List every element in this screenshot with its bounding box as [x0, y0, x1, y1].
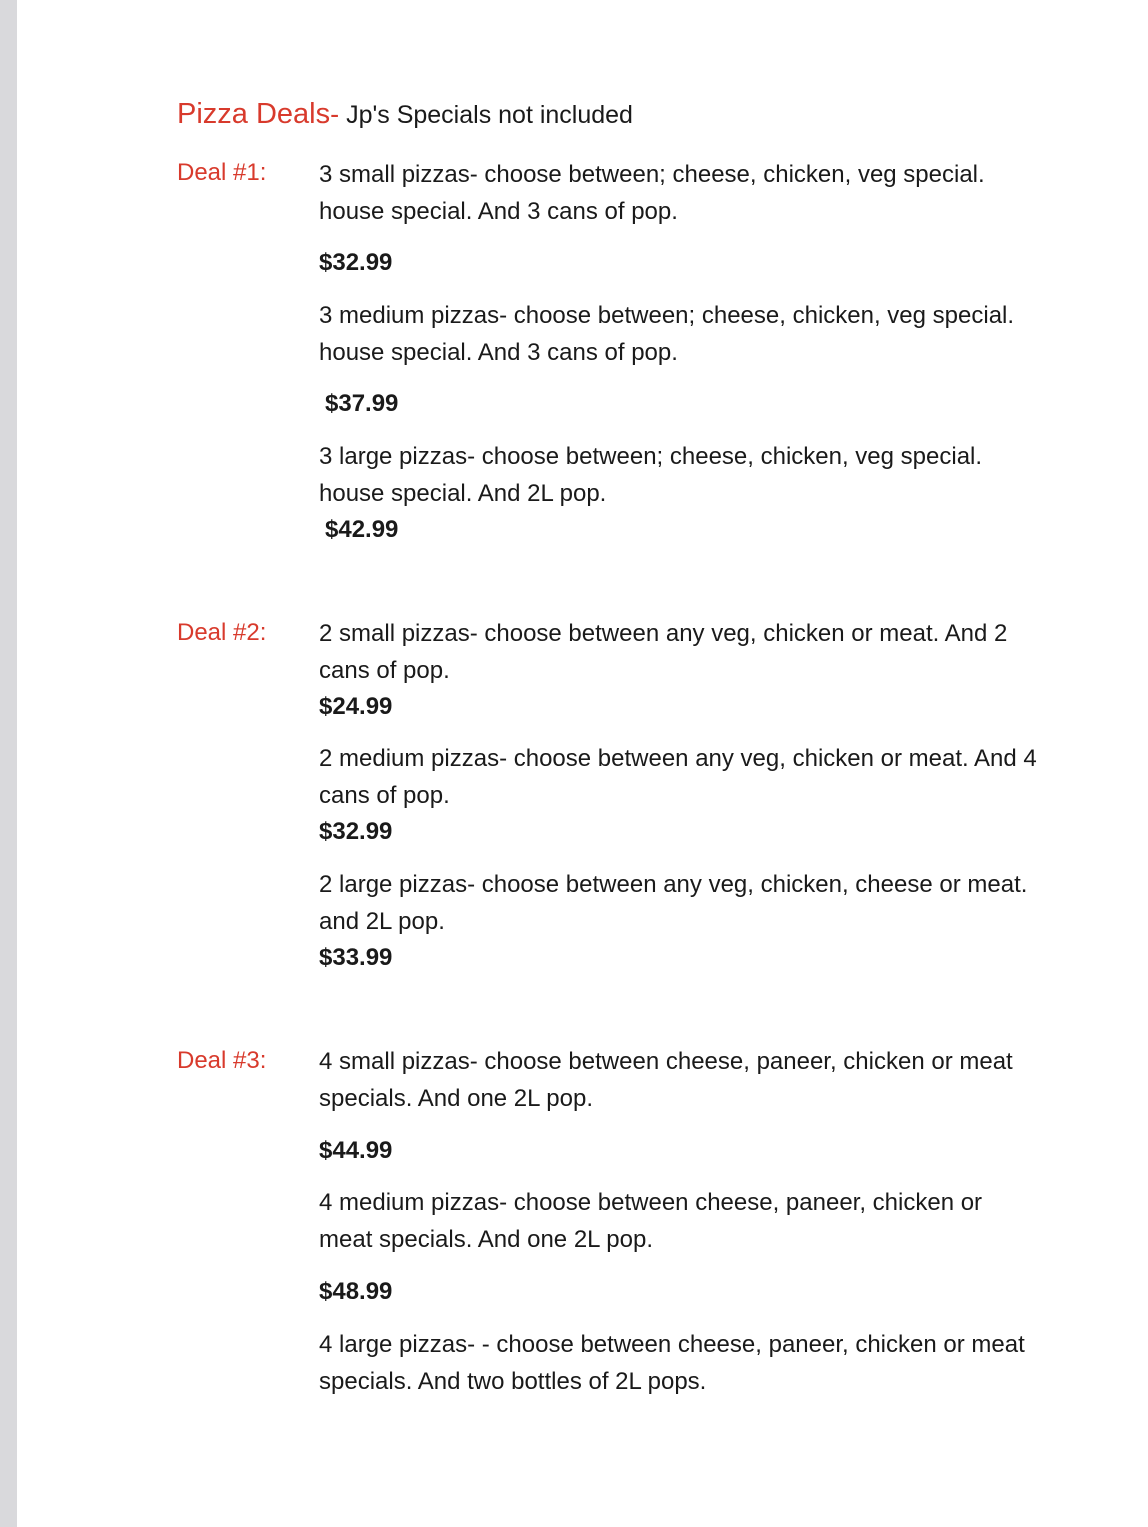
deal-1-option-3-price: $42.99: [325, 516, 399, 543]
deal-1-option-2-desc: 3 medium pizzas- choose between; cheese, chicken, veg special. house special. And 3 cans of pop.: [319, 302, 1015, 366]
deal-3-option-1-price: $44.99: [319, 1137, 393, 1164]
deal-3-option-1-desc: 4 small pizzas- choose between cheese, paneer, chicken or meat specials. And one 2L pop.: [319, 1048, 1013, 1112]
deal-2-option-1-price: $24.99: [319, 693, 393, 720]
deal-2-option-3-price: $33.99: [319, 944, 393, 971]
deal-1-option-2-price: $37.99: [325, 390, 399, 417]
deal-2-label: Deal #2:: [177, 619, 267, 646]
title-text: Pizza Deals: [177, 98, 331, 130]
deal-2-option-3-desc: 2 large pizzas- choose between any veg, chicken, cheese or meat. and 2L pop.: [319, 871, 1028, 935]
deal-2-option-2-desc: 2 medium pizzas- choose between any veg, chicken or meat. And 4 cans of pop.: [319, 745, 1037, 809]
title-subtitle: Jp's Specials not included: [339, 101, 633, 129]
page-title: [177, 98, 633, 131]
deal-1-option-3-desc: 3 large pizzas- choose between; cheese, chicken, veg special. house special. And 2L pop.: [319, 443, 983, 507]
deal-3-label: Deal #3:: [177, 1047, 267, 1074]
deal-3-option-2-price: $48.99: [319, 1278, 393, 1305]
document-page: [17, 0, 1148, 1527]
deal-1-label: Deal #1:: [177, 159, 267, 186]
deal-1-option-1-price: $32.99: [319, 249, 393, 276]
deal-2-option-2-price: $32.99: [319, 818, 393, 845]
deal-1-option-1-desc: 3 small pizzas- choose between; cheese, chicken, veg special. house special. And 3 cans of pop.: [319, 161, 985, 225]
deal-2-option-1-desc: 2 small pizzas- choose between any veg, chicken or meat. And 2 cans of pop.: [319, 620, 1008, 684]
title-dash: -: [330, 99, 340, 129]
deal-3-option-3-desc: 4 large pizzas- - choose between cheese, paneer, chicken or meat specials. And two bottles of 2L pops.: [319, 1331, 1025, 1395]
deal-3-option-2-desc: 4 medium pizzas- choose between cheese, paneer, chicken or meat specials. And one 2L pop.: [319, 1189, 983, 1253]
